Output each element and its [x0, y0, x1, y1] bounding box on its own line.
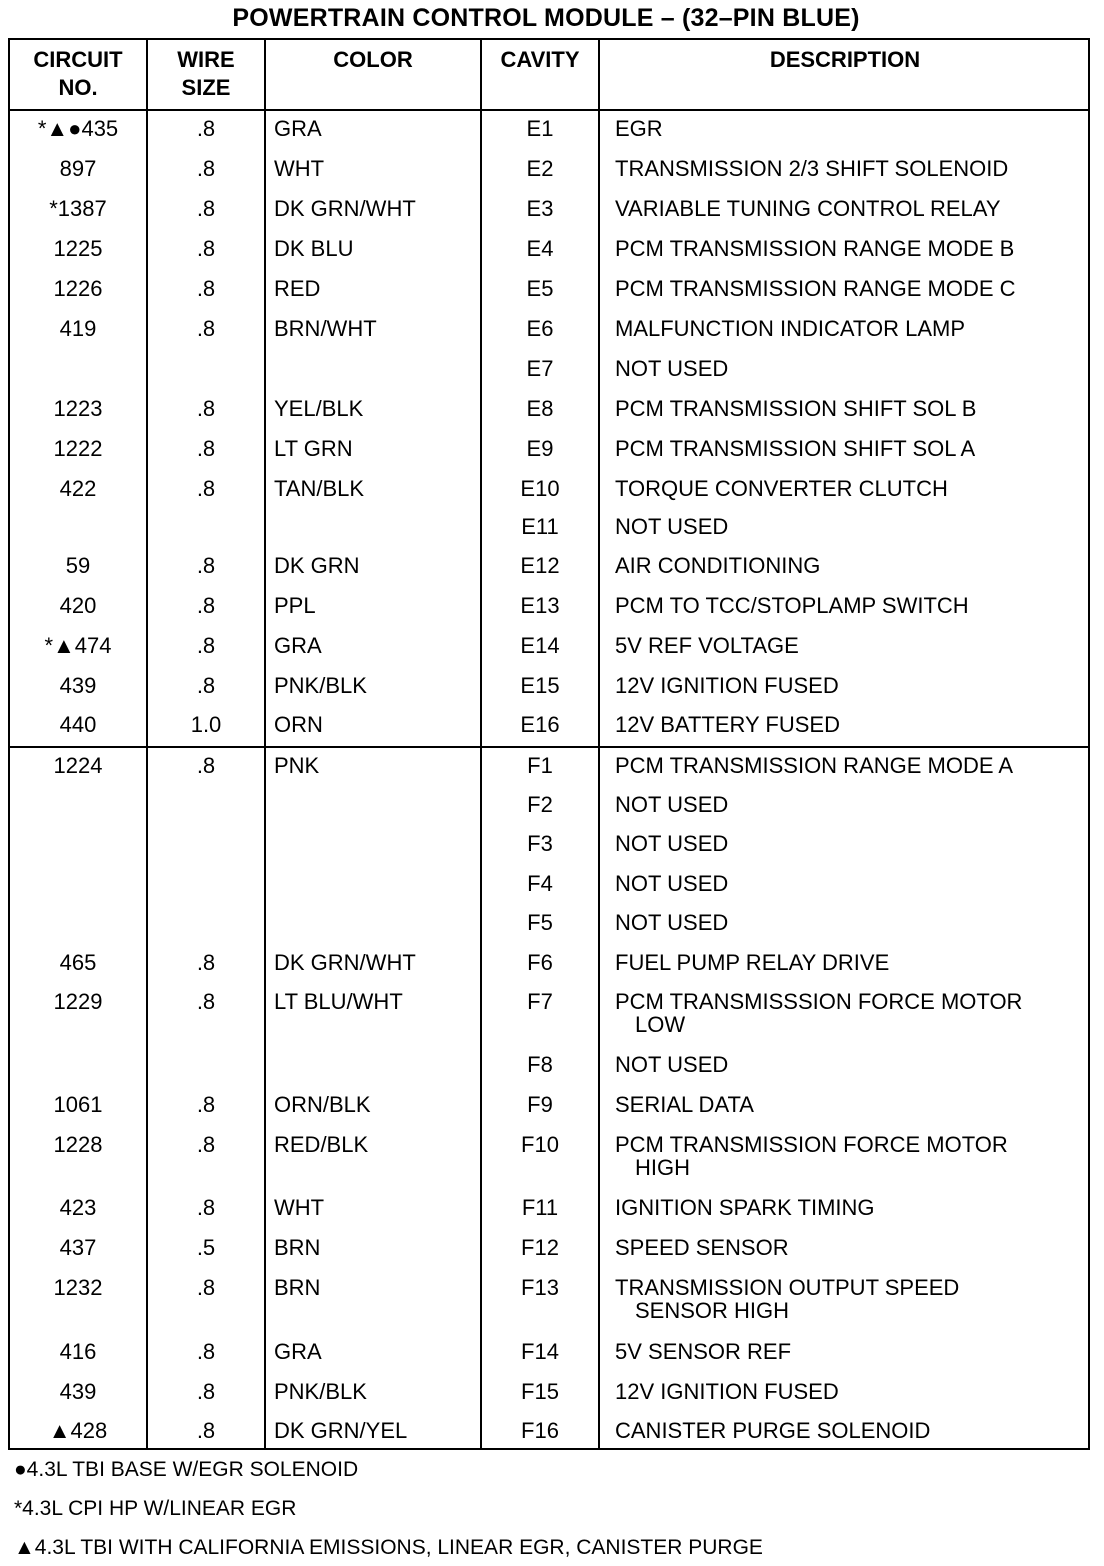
description-line1: PCM TRANSMISSION FORCE MOTOR — [615, 1132, 1008, 1157]
circuit-cell: 1226 — [53, 276, 103, 301]
circuit-cell: 439 — [59, 673, 97, 698]
color-cell: ORN/BLK — [274, 1092, 371, 1117]
description-cell: TORQUE CONVERTER CLUTCH — [615, 476, 948, 501]
wire-size-cell: .8 — [196, 1092, 216, 1117]
table-row — [10, 1275, 1088, 1323]
wire-size-cell: 1.0 — [190, 712, 222, 737]
description-cell: PCM TRANSMISSION RANGE MODE A — [615, 753, 1014, 778]
cavity-cell: F2 — [527, 792, 553, 817]
description-line2: LOW — [635, 1012, 686, 1037]
header-circuit-line1: CIRCUIT — [33, 47, 123, 72]
description-cell: CANISTER PURGE SOLENOID — [615, 1418, 931, 1443]
description-cell: NOT USED — [615, 871, 729, 896]
table-row — [10, 276, 1088, 316]
table-row — [10, 1339, 1088, 1379]
color-cell: WHT — [274, 1195, 325, 1220]
wire-size-cell: .8 — [196, 156, 216, 181]
table-row — [10, 476, 1088, 516]
circuit-cell: 1222 — [53, 436, 103, 461]
description-cell: NOT USED — [615, 831, 729, 856]
description-cell: 5V SENSOR REF — [615, 1339, 792, 1364]
description-cell: PCM TRANSMISSION SHIFT SOL A — [615, 436, 976, 461]
circuit-cell: 1225 — [53, 236, 103, 261]
description-line2: SENSOR HIGH — [635, 1298, 790, 1323]
cavity-cell: E8 — [526, 396, 554, 421]
wire-size-cell: .8 — [196, 553, 216, 578]
circuit-cell: 1223 — [53, 396, 103, 421]
table-row — [10, 989, 1088, 1037]
color-cell: PNK/BLK — [274, 1379, 367, 1404]
cavity-cell: E7 — [526, 356, 554, 381]
circuit-cell: 423 — [59, 1195, 97, 1220]
circuit-cell: 1224 — [53, 753, 103, 778]
cavity-cell: E4 — [526, 236, 554, 261]
footnote-star: *4.3L CPI HP W/LINEAR EGR — [14, 1497, 297, 1520]
cavity-cell: E2 — [526, 156, 554, 181]
circuit-cell: 419 — [59, 316, 97, 341]
wire-size-cell: .8 — [196, 1418, 216, 1443]
color-cell: TAN/BLK — [274, 476, 365, 501]
table-row — [10, 1052, 1088, 1092]
cavity-cell: E16 — [520, 712, 560, 737]
wire-size-cell: .8 — [196, 673, 216, 698]
description-cell: SPEED SENSOR — [615, 1235, 789, 1260]
color-cell: ORN — [274, 712, 323, 737]
description-cell: NOT USED — [615, 1052, 729, 1077]
table-row — [10, 436, 1088, 476]
color-cell: BRN/WHT — [274, 316, 377, 341]
pin-table — [8, 38, 1090, 1450]
table-row — [10, 1092, 1088, 1132]
header-color: COLOR — [333, 47, 413, 72]
circuit-cell: 1061 — [53, 1092, 103, 1117]
description-cell: PCM TO TCC/STOPLAMP SWITCH — [615, 593, 969, 618]
color-cell: LT BLU/WHT — [274, 989, 403, 1014]
circuit-cell: 59 — [65, 553, 91, 578]
wire-size-cell: .8 — [196, 316, 216, 341]
cavity-cell: F12 — [521, 1235, 559, 1260]
table-row — [10, 156, 1088, 196]
cavity-cell: E15 — [520, 673, 560, 698]
circuit-cell: 1228 — [53, 1132, 103, 1157]
table-row — [10, 236, 1088, 276]
color-cell: PPL — [274, 593, 316, 618]
color-cell: WHT — [274, 156, 325, 181]
header-circuit-line2: NO. — [58, 75, 98, 100]
cavity-cell: F5 — [527, 910, 553, 935]
description-cell: 5V REF VOLTAGE — [615, 633, 799, 658]
cavity-cell: F14 — [521, 1339, 559, 1364]
table-row — [10, 871, 1088, 911]
wire-size-cell: .8 — [196, 276, 216, 301]
description-line2: HIGH — [635, 1155, 690, 1180]
circuit-cell: ▲428 — [48, 1418, 108, 1443]
wire-size-cell: .8 — [196, 633, 216, 658]
cavity-cell: F15 — [521, 1379, 559, 1404]
wire-size-cell: .8 — [196, 950, 216, 975]
color-cell: DK BLU — [274, 236, 354, 261]
cavity-cell: E12 — [520, 553, 560, 578]
color-cell: RED/BLK — [274, 1132, 369, 1157]
cavity-cell: F6 — [527, 950, 553, 975]
wire-size-cell: .8 — [196, 196, 216, 221]
description-cell: NOT USED — [615, 792, 729, 817]
circuit-cell: 897 — [59, 156, 97, 181]
color-cell: GRA — [274, 633, 322, 658]
color-cell: YEL/BLK — [274, 396, 364, 421]
cavity-cell: E10 — [520, 476, 560, 501]
table-row — [10, 753, 1088, 793]
cavity-cell: E1 — [526, 116, 554, 141]
wire-size-cell: .8 — [196, 753, 216, 778]
cavity-cell: F13 — [521, 1275, 559, 1300]
cavity-cell: E14 — [520, 633, 560, 658]
table-row — [10, 1132, 1088, 1180]
description-cell — [615, 1132, 1085, 1181]
header-wire-size — [148, 46, 264, 102]
color-cell: DK GRN/YEL — [274, 1418, 408, 1443]
wire-size-cell: .8 — [196, 989, 216, 1014]
description-cell: FUEL PUMP RELAY DRIVE — [615, 950, 890, 975]
description-cell: 12V BATTERY FUSED — [615, 712, 840, 737]
wire-size-cell: .8 — [196, 1339, 216, 1364]
color-cell: PNK — [274, 753, 320, 778]
description-cell: TRANSMISSION 2/3 SHIFT SOLENOID — [615, 156, 1009, 181]
table-row — [10, 1195, 1088, 1235]
description-cell — [615, 989, 1085, 1038]
description-cell: PCM TRANSMISSION RANGE MODE C — [615, 276, 1016, 301]
wire-size-cell: .8 — [196, 1132, 216, 1157]
description-cell: 12V IGNITION FUSED — [615, 673, 839, 698]
cavity-cell: E11 — [521, 514, 559, 539]
header-divider — [10, 109, 1088, 111]
wire-size-cell: .8 — [196, 593, 216, 618]
footnote-dot: ●4.3L TBI BASE W/EGR SOLENOID — [14, 1458, 359, 1481]
wire-size-cell: .8 — [196, 236, 216, 261]
table-row — [10, 633, 1088, 673]
description-cell: AIR CONDITIONING — [615, 553, 821, 578]
color-cell: BRN — [274, 1235, 321, 1260]
cavity-cell: E13 — [520, 593, 560, 618]
circuit-cell: *▲●435 — [37, 116, 119, 141]
cavity-cell: F4 — [527, 871, 553, 896]
table-row — [10, 356, 1088, 396]
cavity-cell: F10 — [521, 1132, 559, 1157]
cavity-cell: E6 — [526, 316, 554, 341]
description-cell: NOT USED — [615, 910, 729, 935]
table-row — [10, 116, 1088, 156]
cavity-cell: F11 — [521, 1195, 559, 1220]
cavity-cell: F16 — [521, 1418, 559, 1443]
table-row — [10, 1235, 1088, 1275]
circuit-cell: 437 — [59, 1235, 97, 1260]
table-row — [10, 396, 1088, 436]
description-cell: 12V IGNITION FUSED — [615, 1379, 839, 1404]
circuit-cell: 465 — [59, 950, 97, 975]
circuit-cell: 439 — [59, 1379, 97, 1404]
color-cell: BRN — [274, 1275, 321, 1300]
footnote-triangle: ▲4.3L TBI WITH CALIFORNIA EMISSIONS, LINEAR EGR, CANISTER PURGE — [14, 1536, 763, 1559]
header-description: DESCRIPTION — [769, 47, 921, 72]
cavity-cell: E5 — [526, 276, 554, 301]
table-row — [10, 553, 1088, 593]
description-cell: MALFUNCTION INDICATOR LAMP — [615, 316, 965, 341]
description-cell: EGR — [615, 116, 663, 141]
color-cell: RED — [274, 276, 321, 301]
circuit-cell: *▲474 — [44, 633, 112, 658]
description-cell: NOT USED — [615, 514, 729, 539]
circuit-cell: 440 — [59, 712, 97, 737]
table-row — [10, 910, 1088, 950]
table-row — [10, 673, 1088, 713]
table-row — [10, 196, 1088, 236]
circuit-cell: 416 — [59, 1339, 97, 1364]
circuit-cell: 422 — [59, 476, 97, 501]
cavity-cell: F1 — [527, 753, 553, 778]
wire-size-cell: .8 — [196, 116, 216, 141]
header-wire-line2: SIZE — [181, 75, 231, 100]
color-cell: DK GRN — [274, 553, 360, 578]
wire-size-cell: .8 — [196, 1195, 216, 1220]
wire-size-cell: .8 — [196, 396, 216, 421]
wire-size-cell: .8 — [196, 476, 216, 501]
table-row — [10, 950, 1088, 990]
circuit-cell: 420 — [59, 593, 97, 618]
cavity-cell: F3 — [527, 831, 553, 856]
table-row — [10, 1379, 1088, 1419]
description-line1: TRANSMISSION OUTPUT SPEED — [615, 1275, 960, 1300]
description-cell: NOT USED — [615, 356, 729, 381]
cavity-cell: F7 — [527, 989, 553, 1014]
description-cell: VARIABLE TUNING CONTROL RELAY — [615, 196, 1001, 221]
color-cell: DK GRN/WHT — [274, 950, 416, 975]
table-row — [10, 831, 1088, 871]
cavity-cell: E9 — [526, 436, 554, 461]
color-cell: DK GRN/WHT — [274, 196, 416, 221]
description-cell: SERIAL DATA — [615, 1092, 754, 1117]
description-cell: PCM TRANSMISSION RANGE MODE B — [615, 236, 1015, 261]
cavity-cell: F8 — [527, 1052, 553, 1077]
description-cell — [615, 1275, 1085, 1324]
table-row — [10, 316, 1088, 356]
table-row — [10, 593, 1088, 633]
color-cell: GRA — [274, 116, 322, 141]
header-wire-line1: WIRE — [177, 47, 235, 72]
wire-size-cell: .8 — [196, 1379, 216, 1404]
wire-size-cell: .8 — [196, 436, 216, 461]
wire-size-cell: .5 — [196, 1235, 216, 1260]
header-circuit — [10, 46, 146, 102]
description-cell: IGNITION SPARK TIMING — [615, 1195, 875, 1220]
description-cell: PCM TRANSMISSION SHIFT SOL B — [615, 396, 977, 421]
wire-size-cell: .8 — [196, 1275, 216, 1300]
color-cell: GRA — [274, 1339, 322, 1364]
color-cell: LT GRN — [274, 436, 353, 461]
description-line1: PCM TRANSMISSSION FORCE MOTOR — [615, 989, 1023, 1014]
circuit-cell: 1232 — [53, 1275, 103, 1300]
table-row — [10, 712, 1088, 752]
circuit-cell: *1387 — [49, 196, 107, 221]
cavity-cell: F9 — [527, 1092, 553, 1117]
header-cavity: CAVITY — [500, 47, 580, 72]
table-row — [10, 792, 1088, 832]
circuit-cell: 1229 — [53, 989, 103, 1014]
table-row — [10, 1418, 1088, 1458]
table-row — [10, 514, 1088, 554]
cavity-cell: E3 — [526, 196, 554, 221]
page-title: POWERTRAIN CONTROL MODULE – (32–PIN BLUE) — [232, 4, 860, 32]
color-cell: PNK/BLK — [274, 673, 367, 698]
